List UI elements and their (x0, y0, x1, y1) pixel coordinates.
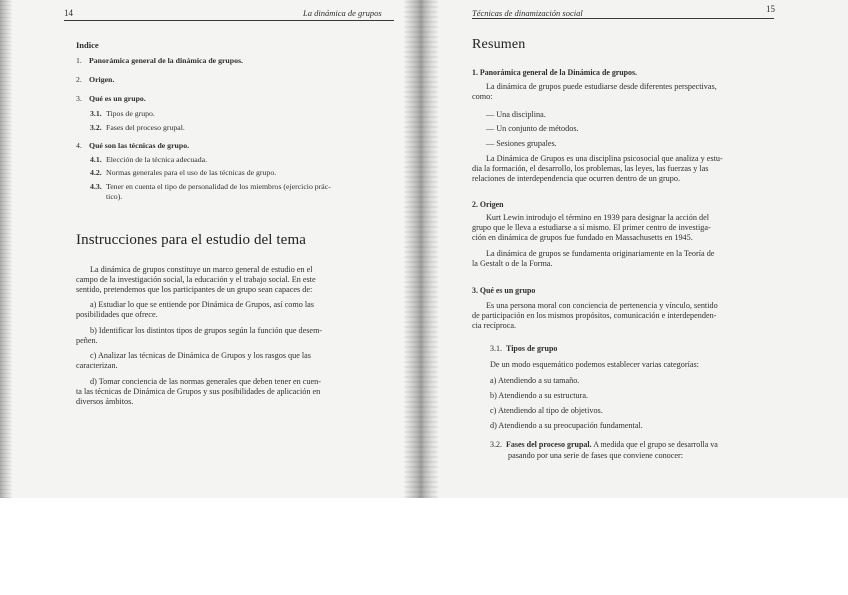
section-1-paragraph: La Dinámica de Grupos es una disciplina psicosocial que analiza y estu- dia la formación, el desarrollo, los problemas, las leyes, las fuerzas y las relaciones de interdependencia que ocurren dentro de un grupo. (472, 154, 723, 183)
section-1-heading: 1. Panorámica general de la Dinámica de grupos. (472, 68, 638, 77)
resumen-title: Resumen (472, 37, 526, 52)
toc-subitem: 3.2. Fases del proceso grupal. (90, 123, 185, 132)
instrucciones-intro: La dinámica de grupos constituye un marco general de estudio en el campo de la investigación social, la educación y el trabajo social. En este sentido, pretendemos que los participantes de un grupo sean capaces de: (76, 265, 316, 294)
section-2-paragraph-1: Kurt Lewin introdujo el término en 1939 para designar la acción del grupo que le lleva a estudiarse a sí mismo. El primer centro de investiga- ción en dinámica de grupos fue fundado en Massachusetts en 1945. (472, 213, 711, 242)
objective-b: b) Identificar los distintos tipos de grupos según la función que desem- peñen. (76, 326, 323, 345)
page-number-left: 14 (64, 8, 73, 18)
section-3-paragraph: Es una persona moral con conciencia de pertenencia y vínculo, sentido de participación en los mismos propósitos, comunicación e interdependen- cia recíproca. (472, 301, 718, 330)
category-item: b) Atendiendo a su estructura. (490, 391, 588, 400)
instrucciones-title: Instrucciones para el estudio del tema (76, 232, 306, 248)
section-1-intro: La dinámica de grupos puede estudiarse desde diferentes perspectivas, como: (472, 82, 717, 101)
objective-c: c) Analizar las técnicas de Dinámica de Grupos y los rasgos que las caracterizan. (76, 351, 311, 370)
book-gutter (404, 0, 438, 498)
toc-item: 2. Origen. (76, 75, 115, 84)
toc-subitem: 4.3. Tener en cuenta el tipo de personalidad de los miembros (ejercicio prác- (90, 182, 331, 191)
left-page (8, 0, 408, 498)
bullet-item: — Un conjunto de métodos. (486, 124, 579, 133)
toc-subitem: 3.1. Tipos de grupo. (90, 109, 155, 118)
toc-subitem: 4.2. Normas generales para el uso de las técnicas de grupo. (90, 168, 277, 177)
subsection-3-1-heading: 3.1. Tipos de grupo (490, 344, 558, 353)
indice-title: Indice (76, 40, 99, 50)
objective-d: d) Tomar conciencia de las normas generales que deben tener en cuen- ta las técnicas de Dinámica de Grupos y sus posibilidades de aplicación en diversos ámbitos. (76, 377, 321, 406)
header-rule-left (64, 20, 394, 21)
running-header-right: Técnicas de dinamización social (472, 8, 583, 18)
toc-item: 4. Qué son las técnicas de grupo. (76, 141, 190, 150)
toc-subitem: 4.1. Elección de la técnica adecuada. (90, 155, 208, 164)
category-item: c) Atendiendo al tipo de objetivos. (490, 406, 603, 415)
section-2-paragraph-2: La dinámica de grupos se fundamenta originariamente en la Teoría de la Gestalt o de la Forma. (472, 249, 715, 268)
toc-item: 3. Qué es un grupo. (76, 94, 146, 103)
category-item: a) Atendiendo a su tamaño. (490, 376, 580, 385)
subsection-3-1-intro: De un modo esquemático podemos establecer varias categorías: (490, 360, 699, 369)
scan-background (0, 498, 848, 595)
bullet-item: — Sesiones grupales. (486, 139, 557, 148)
bullet-item: — Una disciplina. (486, 110, 546, 119)
page-number-right: 15 (766, 4, 775, 14)
right-page (434, 0, 848, 498)
toc-subitem-continuation: tico). (106, 192, 123, 201)
section-2-heading: 2. Origen (472, 200, 504, 209)
toc-item: 1. Panorámica general de la dinámica de grupos. (76, 56, 243, 65)
running-header-left: La dinámica de grupos (303, 8, 382, 18)
subsection-3-2-continuation: pasando por una serie de fases que conviene conocer: (508, 451, 684, 460)
subsection-3-2-heading: 3.2. Fases del proceso grupal. A medida que el grupo se desarrolla va (490, 440, 718, 449)
objective-a: a) Estudiar lo que se entiende por Dinámica de Grupos, así como las posibilidades que ofrece. (76, 300, 314, 319)
category-item: d) Atendiendo a su preocupación fundamental. (490, 421, 643, 430)
left-page-edge (0, 0, 12, 498)
section-3-heading: 3. Qué es un grupo (472, 286, 536, 295)
header-rule-right (472, 18, 774, 19)
